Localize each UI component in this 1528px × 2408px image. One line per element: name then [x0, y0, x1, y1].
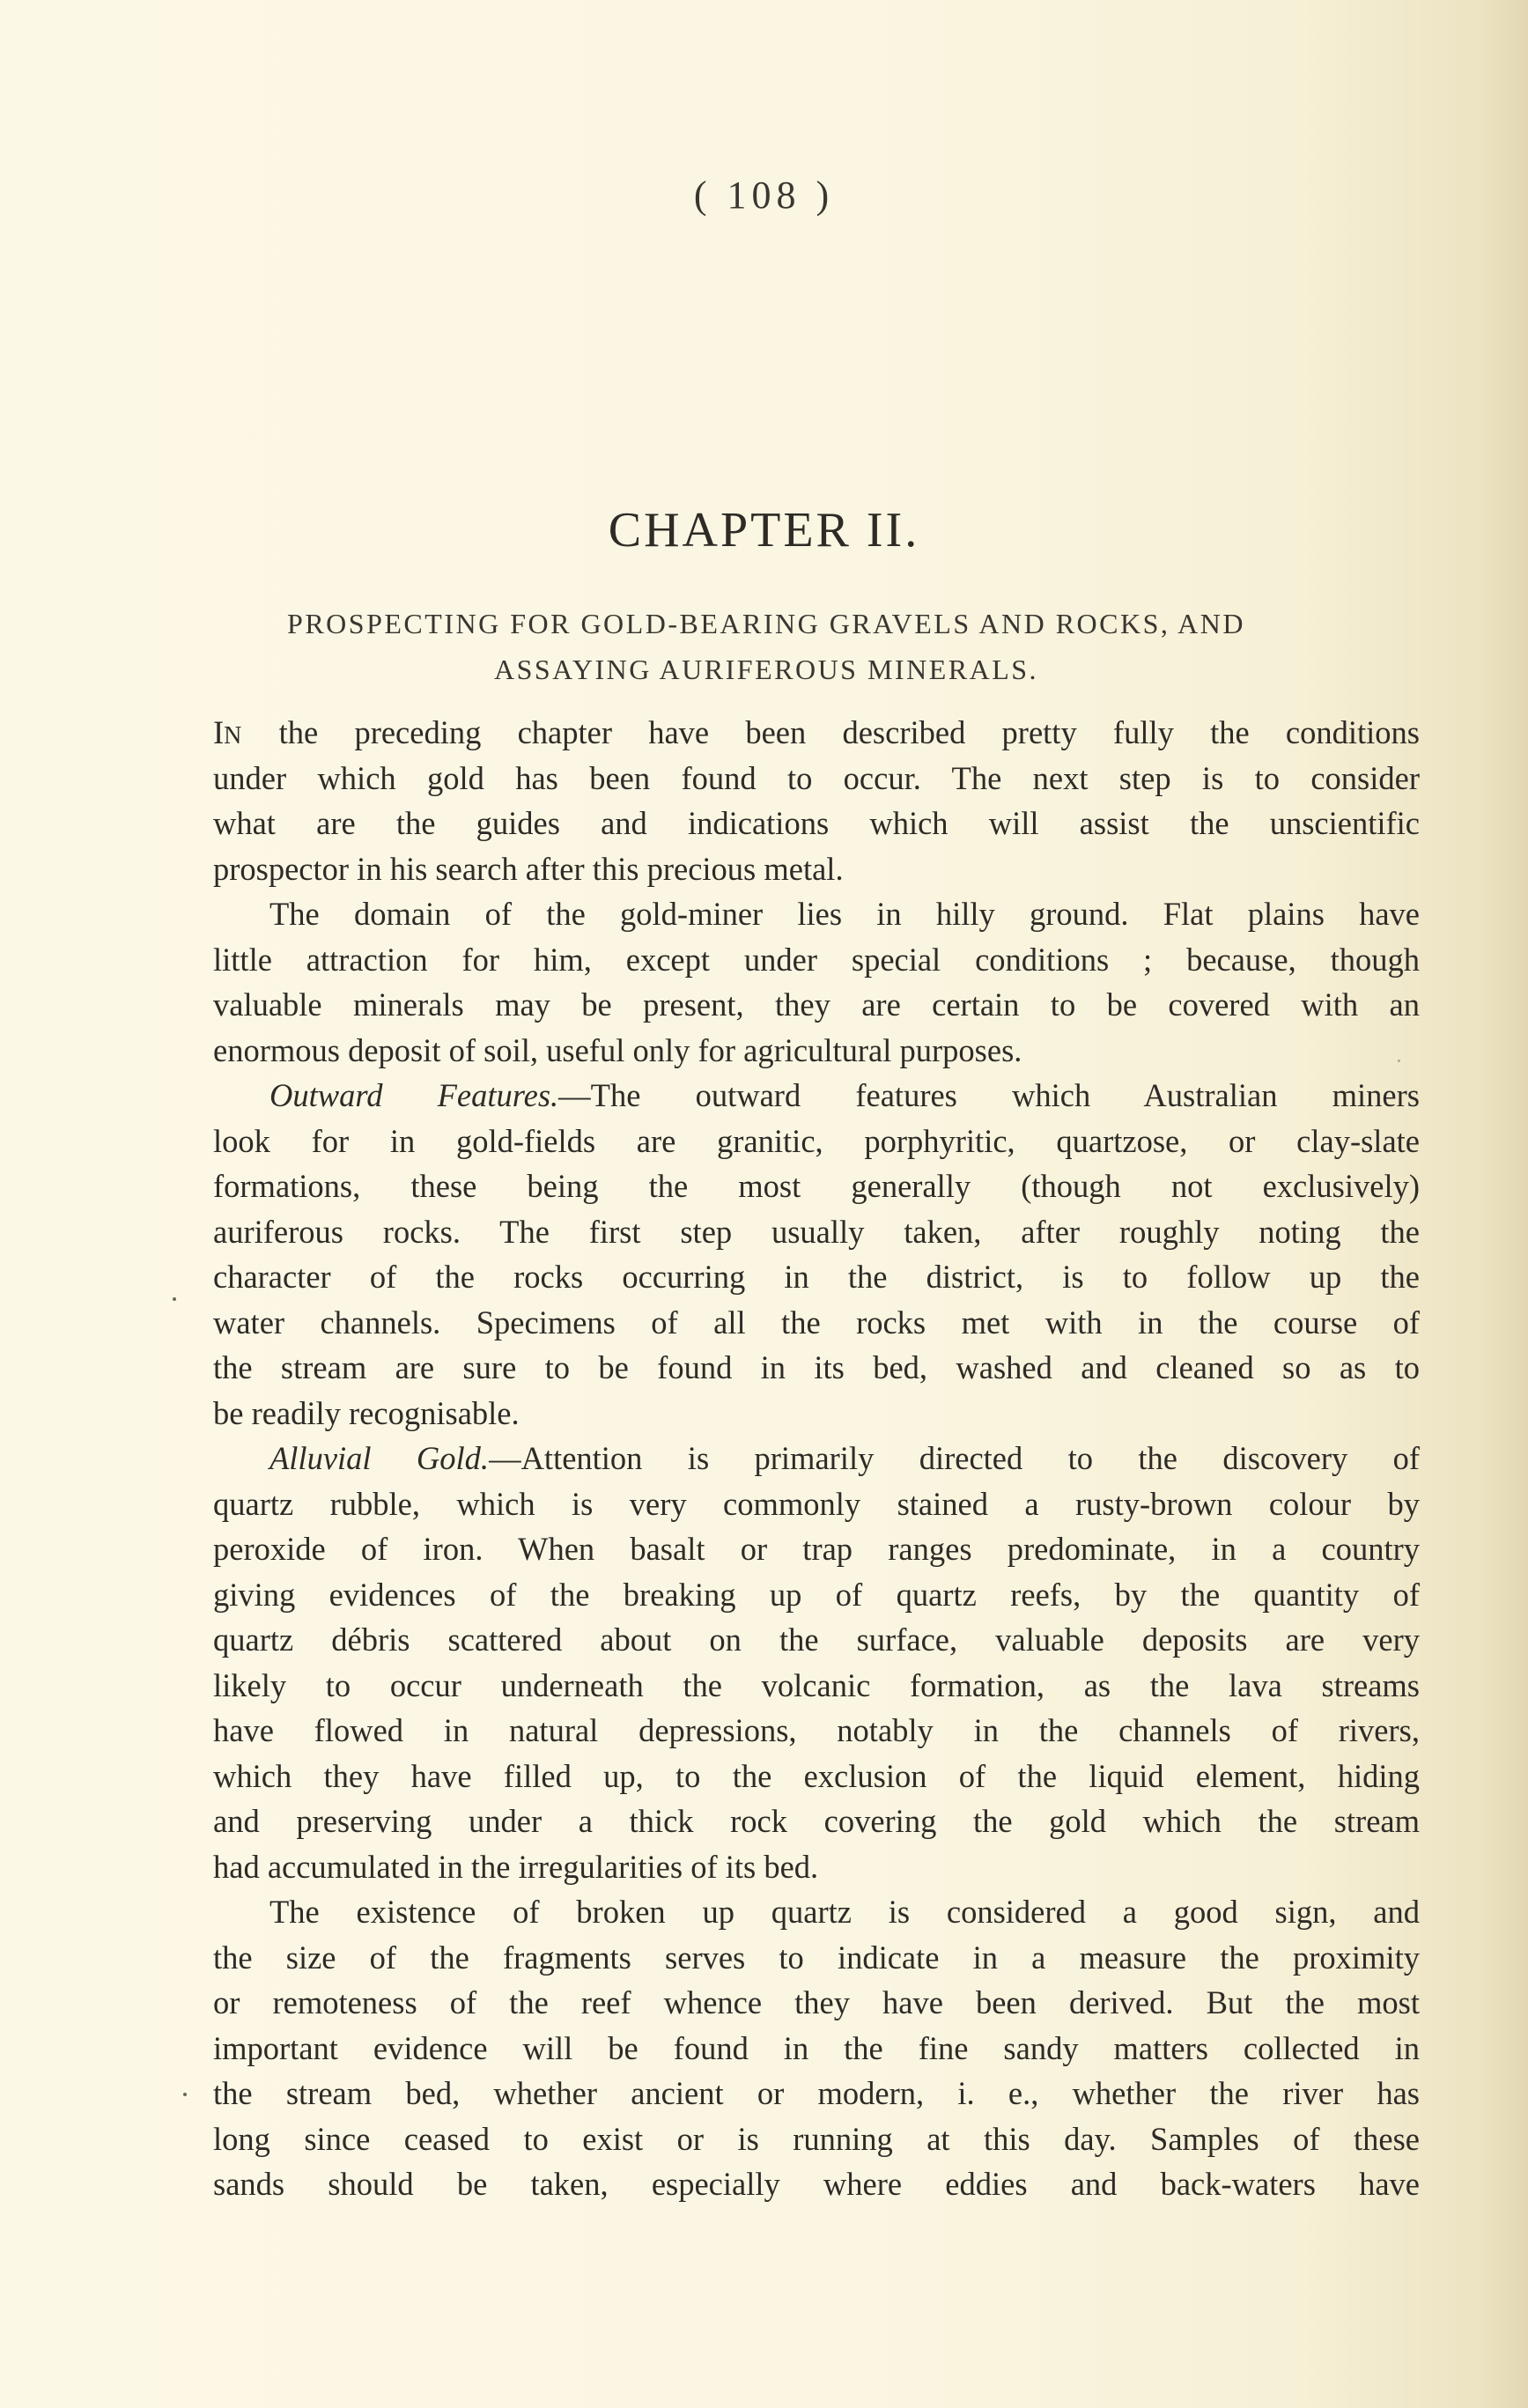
- text-line: peroxide of iron. When basalt or trap ranges predominate, in a country: [213, 1531, 1420, 1567]
- text-line: important evidence will be found in the fine sandy matters collected in: [213, 2029, 1420, 2066]
- text-line: and preserving under a thick rock covering the gold which the stream: [213, 1803, 1420, 1839]
- text-line: auriferous rocks. The first step usually taken, after roughly noting the: [213, 1213, 1420, 1250]
- subtitle-line: PROSPECTING FOR GOLD-BEARING GRAVELS AND ROCKS, AND: [287, 608, 1245, 639]
- text-line: look for in gold-fields are granitic, porphyritic, quartzose, or clay-slate: [213, 1122, 1420, 1159]
- paragraph-3: [213, 1073, 1420, 1436]
- body-text: [213, 710, 1420, 2207]
- text-line: The domain of the gold-miner lies in hilly ground. Flat plains have: [269, 896, 1420, 932]
- text-line: [213, 1436, 1420, 1481]
- text-line: [213, 710, 1420, 756]
- subtitle-line: ASSAYING AURIFEROUS MINERALS.: [493, 654, 1039, 685]
- text-line: the stream bed, whether ancient or modern, i. e., whether the river has: [213, 2075, 1420, 2111]
- line-text: —Attention is primarily directed to the discovery of: [489, 1440, 1421, 1476]
- section-heading: Outward Features.: [269, 1077, 559, 1113]
- text-line: have flowed in natural depressions, notably in the channels of rivers,: [213, 1712, 1420, 1748]
- text-line: giving evidences of the breaking up of quartz reefs, by the quantity of: [213, 1576, 1420, 1613]
- text-line: what are the guides and indications which will assist the unscientific: [213, 805, 1420, 841]
- text-line: the size of the fragments serves to indicate in a measure the proximity: [213, 1939, 1420, 1976]
- line-text: the preceding chapter have been described pretty fully the conditions: [242, 714, 1420, 750]
- text-line: likely to occur underneath the volcanic formation, as the lava streams: [213, 1666, 1420, 1703]
- text-line: formations, these being the most generally (though not exclusively): [213, 1168, 1420, 1204]
- text-line: long since ceased to exist or is running at this day. Samples of these: [213, 2120, 1420, 2157]
- text-line: character of the rocks occurring in the district, is to follow up the: [213, 1259, 1420, 1295]
- text-line: The existence of broken up quartz is considered a good sign, and: [269, 1894, 1420, 1930]
- paragraph-4: [213, 1436, 1420, 1889]
- line-text: —The outward features which Australian miners: [558, 1077, 1420, 1113]
- print-speck: [1398, 1060, 1400, 1062]
- text-line: had accumulated in the irregularities of its bed.: [213, 1848, 819, 1885]
- text-line: prospector in his search after this precious metal.: [213, 850, 844, 887]
- small-capital: N: [224, 722, 243, 750]
- text-line: little attraction for him, except under special conditions ; because, though: [213, 941, 1420, 978]
- section-heading: Alluvial Gold.: [269, 1440, 490, 1476]
- print-speck: [183, 2093, 187, 2096]
- text-line: water channels. Specimens of all the rocks met with in the course of: [213, 1304, 1420, 1341]
- text-line: which they have filled up, to the exclusion of the liquid element, hiding: [213, 1757, 1420, 1794]
- text-line: under which gold has been found to occur. The next step is to consider: [213, 759, 1420, 796]
- chapter-subtitle: [255, 601, 1277, 692]
- text-line: sands should be taken, especially where eddies and back-waters have: [213, 2166, 1420, 2202]
- text-line: enormous deposit of soil, useful only for agricultural purposes.: [213, 1031, 1022, 1068]
- text-line: valuable minerals may be present, they are certain to be covered with an: [213, 986, 1420, 1023]
- paragraph-5: [213, 1889, 1420, 2207]
- paragraph-1: [213, 710, 1420, 891]
- paragraph-2: [213, 891, 1420, 1073]
- chapter-title: CHAPTER II.: [608, 503, 920, 558]
- print-speck: [173, 1297, 176, 1301]
- text-line: or remoteness of the reef whence they have been derived. But the most: [213, 1984, 1420, 2020]
- text-line: be readily recognisable.: [213, 1394, 520, 1431]
- text-line: quartz rubble, which is very commonly stained a rusty-brown colour by: [213, 1485, 1420, 1522]
- page-number: ( 108 ): [693, 174, 835, 217]
- drop-capital: I: [213, 714, 225, 750]
- text-line: quartz débris scattered about on the surface, valuable deposits are very: [213, 1621, 1420, 1658]
- text-line: [213, 1073, 1420, 1119]
- text-line: the stream are sure to be found in its bed, washed and cleaned so as to: [213, 1349, 1420, 1385]
